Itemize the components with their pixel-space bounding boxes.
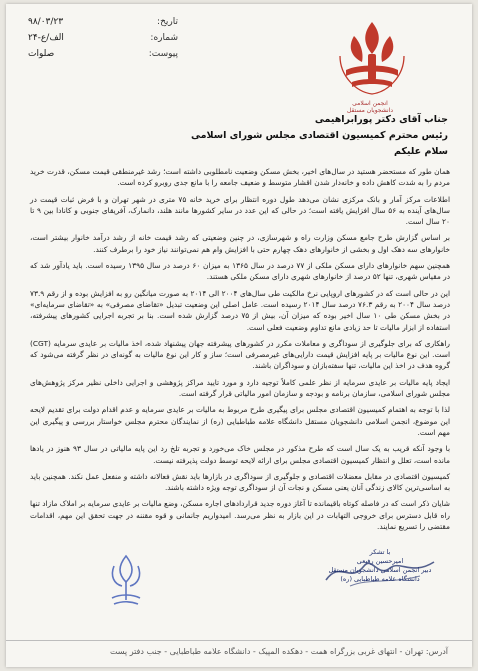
signatory-name: امیرحسین رفیعی: [356, 557, 404, 565]
letter-body: [30, 166, 450, 537]
letter-page: [6, 4, 472, 667]
body-paragraph: شایان ذکر است که در فاصله کوتاه باقیمانده تا آغاز دوره جدید قراردادهای اجاره مسکن، وضع مالیات بر عایدی سرمایه بر املاک مازاد تنها راه قابل دسترس برای خروجی التهابات در این بازار به نظر می‌رسد. امیدواریم جانمانی و قوه مقننه در جهت تحقق این مهم، اقدامات مقتضی را تسریع نمایند.: [30, 499, 450, 532]
body-paragraph: کمیسیون اقتصادی در مقابل معضلات اقتصادی و جلوگیری از سوداگری در بازارها باید نقش فعالانه داشته و منفعل عمل نکند. همچنین باید به اساسی‌ترین کالای زندگی آنان یعنی مسکن و نجات آن از سوداگری توجه ویژه داشته باشند.: [30, 471, 450, 493]
addressee-name: جناب آقای دکتر پورابراهیمی: [314, 114, 448, 125]
logo-caption: انجمن اسلامی دانشجویان مستقل: [346, 100, 394, 114]
attachment-value: صلوات: [28, 49, 55, 59]
addressee-block: [148, 112, 448, 160]
body-paragraph: بر اساس گزارش طرح جامع مسکن وزارت راه و شهرسازی، در چنین وضعیتی که رشد قیمت خانه از رشد درآمد خانوار بیشتر است، خانوارهای سه دهک اول و بخشی از خانوارهای دهک چهارم حتی با افزایش وام هم نمی‌توانند نیاز خود را برطرف کنند.: [30, 233, 450, 254]
official-stamp-icon: [104, 552, 148, 610]
footer-address: آدرس: تهران - انتهای غربی بزرگراه همت - دهکده المپیک - دانشگاه علامه طباطبایی - جنب دفتر پست: [109, 647, 448, 656]
association-logo-icon: [328, 16, 416, 102]
letter-footer: [6, 640, 472, 667]
body-paragraph: این در حالی است که در کشورهای اروپایی نرخ مالکیت طی سال‌های ۲۰۰۴ الی ۲۰۱۴ به صورت میانگین رو به افزایش بوده و از رقم ۷۳.۹ درصد سال ۲۰۰۴ به رقم ۷۶.۳ درصد سال ۲۰۱۴ رسیده است. عامل اصلی این وضعیت تبدیل «تقاضای مصرفی» به «تقاضای سرمایه‌ای» در بخش مسکن طی ۱۰ سال اخیر بوده که میزان آن، بیش از ۷۵ درصد گزارش شده است. بنا بر تجربه اجرایی کشورهای پیشرفته، استفاده از ابزار مالیات تا حد زیادی مانع تداوم وضعیت فعلی است.: [30, 288, 451, 332]
number-label: شماره:: [150, 33, 178, 43]
number-row: [28, 30, 178, 46]
addressee-title: رئیس محترم کمیسیون اقتصادی مجلس شورای اسلامی: [191, 130, 448, 141]
body-paragraph: اطلاعات مرکز آمار و بانک مرکزی نشان می‌دهد طول دوره انتظار برای خرید خانه ۷۵ متری در شهر تهران و با فرض ثبات قیمت در سال‌های آینده به ۵۶ سال افزایش یافته است؛ در حالی که این عدد در سایر کشورها مانند هلند، دانمارک، آفریقای جنوبی و کانادا بین ۹ تا ۲۰ سال است.: [30, 194, 450, 227]
salutation: سلام علیکم: [393, 146, 448, 157]
body-paragraph: راهکاری که برای جلوگیری از سوداگری و معاملات مکرر در کشورهای پیشرفته جهان پیشنهاد شده، اخذ مالیات بر عایدی سرمایه (CGT) است. این نوع مالیات بر پایه افزایش قیمت دارایی‌های غیرمصرفی است؛ ساز و کار این نوع مالیات به گونه‌ای در نظر گرفته می‌شود که گروه هدف در اخذ این مالیات، تنها سفته‌بازان و سوداگران باشند.: [30, 338, 450, 371]
body-paragraph: ایجاد پایه مالیات بر عایدی سرمایه از نظر علمی کاملاً توجیه دارد و مورد تایید مراکز پژوهشی و اجرایی داخلی نظیر مرکز پژوهش‌های مجلس شورای اسلامی، سازمان برنامه و بودجه و سازمان امور مالیاتی قرار گرفته است.: [30, 377, 450, 399]
signature-thanks: با تشکر: [369, 548, 391, 556]
body-paragraph: همچنین سهم خانوارهای دارای مسکن ملکی از ۷۷ درصد در سال ۱۳۶۵ به میزان ۶۰ درصد در سال ۱۳۹۵ رسیده است. باید یادآور شد که در مقیاس شهری، تنها ۵۲ درصد از خانوارهای شهری دارای مسکن ملکی هستند.: [30, 261, 451, 282]
letter-meta: [28, 14, 178, 62]
body-paragraph: لذا با توجه به اهتمام کمیسیون اقتصادی مجلس برای پیگیری طرح مربوط به مالیات بر عایدی سرمایه و عدم اقدام دولت برای تقدیم لایحه این موضوع، انجمن اسلامی دانشجویان مستقل دانشگاه علامه طباطبایی (ره) از نمایندگان محترم مجلس خواستار بررسی و پیگیری این مهم است.: [30, 405, 450, 437]
signatory-university: دانشگاه علامه طباطبایی (ره): [340, 575, 420, 583]
date-row: [28, 14, 178, 30]
signatory-role: دبیر انجمن اسلامی دانشجویان مستقل: [328, 566, 432, 574]
body-paragraph: با وجود آنکه قریب به یک سال است که طرح مذکور در مجلس خاک می‌خورد و تجربه تلخ رد این پایه مالیاتی در سال ۹۳ هنوز در یادها مانده است، تعلل و انتظار کمیسیون اقتصادی مجلس برای ارائه لایحه توسط دولت پذیرفته نیست.: [30, 444, 450, 465]
date-value: ۹۸/۰۳/۲۳: [28, 17, 64, 27]
body-paragraph: همان طور که مستحضر هستید در سال‌های اخیر، بخش مسکن وضعیت نامطلوبی داشته است؛ رشد غیرمنطقی قیمت مسکن، قدرت خرید مردم را به شدت کاهش داده و خانه‌دار شدن اقشار متوسط و ضعیف جامعه را با مانع جدی روبرو کرده است.: [30, 167, 450, 188]
attachment-row: [28, 46, 178, 62]
number-value: ۲۴-الف/ع: [28, 33, 64, 43]
date-label: تاریخ:: [157, 17, 178, 27]
attachment-label: پیوست:: [148, 49, 178, 59]
signatory-text: [310, 548, 450, 584]
